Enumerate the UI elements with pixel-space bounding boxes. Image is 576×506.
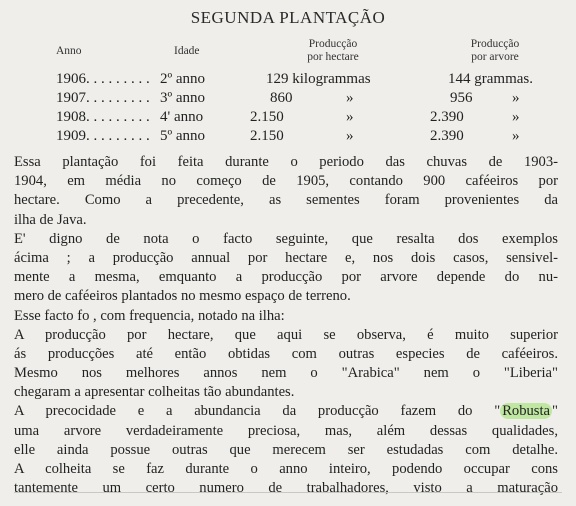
page-bottom-rule: [14, 492, 562, 493]
cell-arvore: 2.390: [430, 109, 464, 125]
text-segment: A precocidade e a abundancia da producção fazem do ": [14, 403, 501, 420]
cell-arvore: 144 grammas.: [448, 71, 533, 87]
cell-anno: 1909. . . . . . . . .: [56, 128, 150, 144]
body-text: [14, 153, 558, 498]
text-line: Essa plantação foi feita durante o periodo das chuvas de 1903-: [14, 154, 558, 170]
cell-anno: 1907. . . . . . . . .: [56, 90, 150, 106]
cell-idade: 3º anno: [160, 90, 206, 106]
header-producao-hectare-line2: por hectare: [307, 51, 359, 63]
text-line: hectare. Como a precedente, as sementes foram provenientes da: [14, 192, 558, 209]
cell-idade: 5º anno: [160, 128, 206, 144]
cell-anno: 1906. . . . . . . . .: [56, 71, 150, 87]
table-row: [0, 71, 576, 89]
cell-hectare: 129 kilogrammas: [266, 71, 371, 87]
header-idade: Idade: [174, 45, 200, 57]
text-line: ás producções até então obtidas com outras especies de caféeiros.: [14, 345, 558, 362]
text-line: ácima ; a producção annual por hectare e, nos dois casos, sensivel-: [14, 249, 558, 266]
text-line: 1904, em média no começo de 1905, contando 900 caféeiros por: [14, 173, 558, 190]
text-line: tantemente um certo numero de trabalhadores, visto a maturação: [14, 480, 558, 497]
text-line: E' digno de nota o facto seguinte, que resalta dos exemplos: [14, 230, 558, 247]
cell-idade: 4' anno: [160, 109, 204, 125]
cell-idade: 2º anno: [160, 71, 206, 87]
table-row: [0, 90, 576, 108]
cell-arvore-ditto: »: [512, 90, 520, 106]
text-line: elle ainda possue outras que merecem ser estudadas com detalhe.: [14, 441, 558, 458]
table-row: [0, 128, 576, 146]
text-line: Mesmo nos melhores annos nem o "Arabica" nem o "Liberia": [14, 365, 558, 382]
text-line: ilha de Java.: [14, 211, 87, 228]
header-producao-arvore-line1: Producção: [470, 38, 520, 50]
cell-hectare: 860: [270, 90, 293, 106]
table-row: [0, 109, 576, 127]
header-producao-arvore-line2: por arvore: [471, 51, 519, 63]
section-title: SEGUNDA PLANTAÇÃO: [190, 8, 386, 27]
cell-hectare: 2.150: [250, 109, 284, 125]
text-line: A producção por hectare, que aqui se observa, é muito superior: [14, 326, 558, 343]
cell-arvore: 956: [450, 90, 473, 106]
cell-hectare: 2.150: [250, 128, 284, 144]
text-line: uma arvore verdadeiramente preciosa, mas, além dessas qualidades,: [14, 422, 558, 439]
text-line: chegaram a apresentar colheitas tão abundantes.: [14, 384, 295, 401]
text-line: mente a mesma, emquanto a producção por arvore depende do nu-: [14, 269, 558, 286]
header-producao-hectare: [288, 38, 378, 64]
cell-arvore: 2.390: [430, 128, 464, 144]
cell-anno: 1908. . . . . . . . .: [56, 109, 150, 125]
cell-arvore-ditto: »: [512, 109, 520, 125]
text-line: Esse facto fo , com frequencia, notado na ilha:: [14, 307, 285, 324]
header-anno: Anno: [56, 45, 82, 57]
header-producao-hectare-line1: Producção: [308, 38, 358, 50]
highlighted-word: Robusta: [502, 403, 551, 420]
text-line: A colheita se faz durante o anno inteiro, podendo occupar cons: [14, 461, 558, 477]
text-segment: ": [552, 403, 558, 420]
cell-hectare-ditto: »: [346, 90, 354, 106]
cell-hectare-ditto: »: [346, 109, 354, 125]
cell-arvore-ditto: »: [512, 128, 520, 144]
cell-hectare-ditto: »: [346, 128, 354, 144]
text-line: mero de caféeiros plantados no mesmo espaço de terreno.: [14, 288, 351, 305]
header-producao-arvore: [455, 38, 535, 64]
text-line-highlight: [14, 402, 558, 421]
